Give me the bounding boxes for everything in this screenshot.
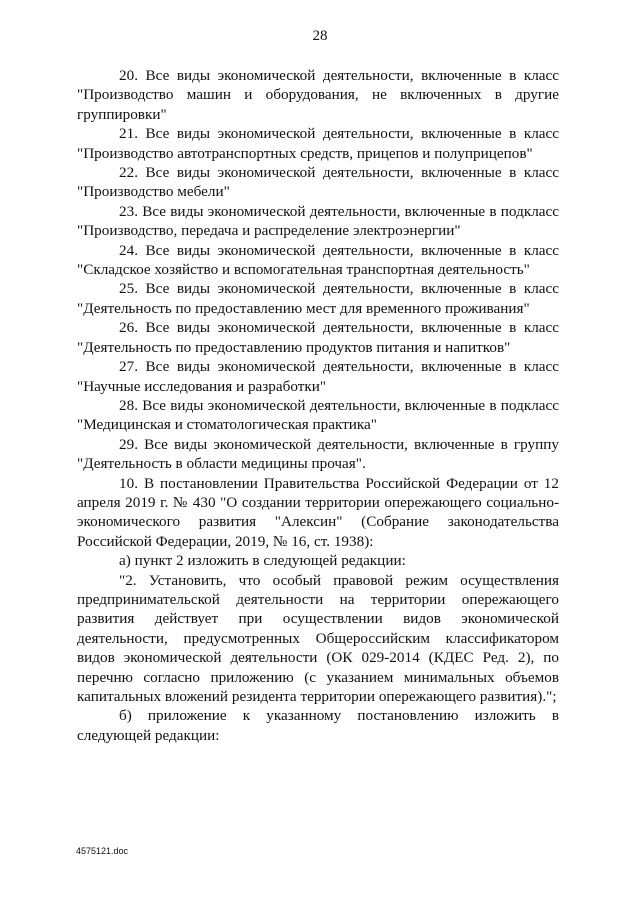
- paragraph-item-25: 25. Все виды экономической деятельности, включенные в класс "Деятельность по предоставлению мест для временного проживания": [77, 280, 559, 317]
- paragraph-quoted-point-2: "2. Установить, что особый правовой режим осуществления предпринимательской деятельности на территории опережающего развития действует при осуществлении видов экономической деятельности, предусмотренных Общероссийским классификатором видов экономической деятельности (ОК 029-2014 (КДЕС Ред. 2), по перечню согласно приложению (с указанием минимальных объемов капитальных вложений резидента территории опережающего развития).";: [77, 571, 559, 705]
- document-body: [77, 66, 559, 745]
- paragraph-subitem-b: б) приложение к указанному постановлению изложить в следующей редакции:: [77, 707, 559, 744]
- document-file-code: 4575121.doc: [76, 846, 129, 856]
- paragraph-item-29: 29. Все виды экономической деятельности, включенные в группу "Деятельность в области медицины прочая".: [77, 435, 559, 473]
- paragraph-item-26: 26. Все виды экономической деятельности, включенные в класс "Деятельность по предоставлению продуктов питания и напитков": [77, 319, 559, 356]
- paragraph-item-22: 22. Все виды экономической деятельности, включенные в класс "Производство мебели": [77, 164, 559, 201]
- paragraph-item-24: 24. Все виды экономической деятельности, включенные в класс "Складское хозяйство и вспомогательная транспортная деятельность": [77, 241, 559, 279]
- paragraph-item-21: 21. Все виды экономической деятельности, включенные в класс "Производство автотранспортных средств, прицепов и полуприцепов": [77, 125, 559, 162]
- paragraph-subitem-a: а) пункт 2 изложить в следующей редакции:: [119, 552, 406, 570]
- paragraph-item-27: 27. Все виды экономической деятельности, включенные в класс "Научные исследования и разработки": [77, 358, 559, 395]
- paragraph-item-20: 20. Все виды экономической деятельности, включенные в класс "Производство машин и оборудования, не включенных в другие группировки": [77, 67, 559, 123]
- paragraph-section-10: 10. В постановлении Правительства Российской Федерации от 12 апреля 2019 г. № 430 "О создании территории опережающего социально-экономического развития "Алексин" (Собрание законодательства Российской Федерации, 2019, № 16, ст. 1938):: [77, 474, 559, 550]
- page-number: 28: [312, 28, 328, 44]
- paragraph-item-23: 23. Все виды экономической деятельности, включенные в подкласс "Производство, передача и распределение электроэнергии": [77, 202, 559, 240]
- paragraph-item-28: 28. Все виды экономической деятельности, включенные в подкласс "Медицинская и стоматологическая практика": [77, 396, 559, 434]
